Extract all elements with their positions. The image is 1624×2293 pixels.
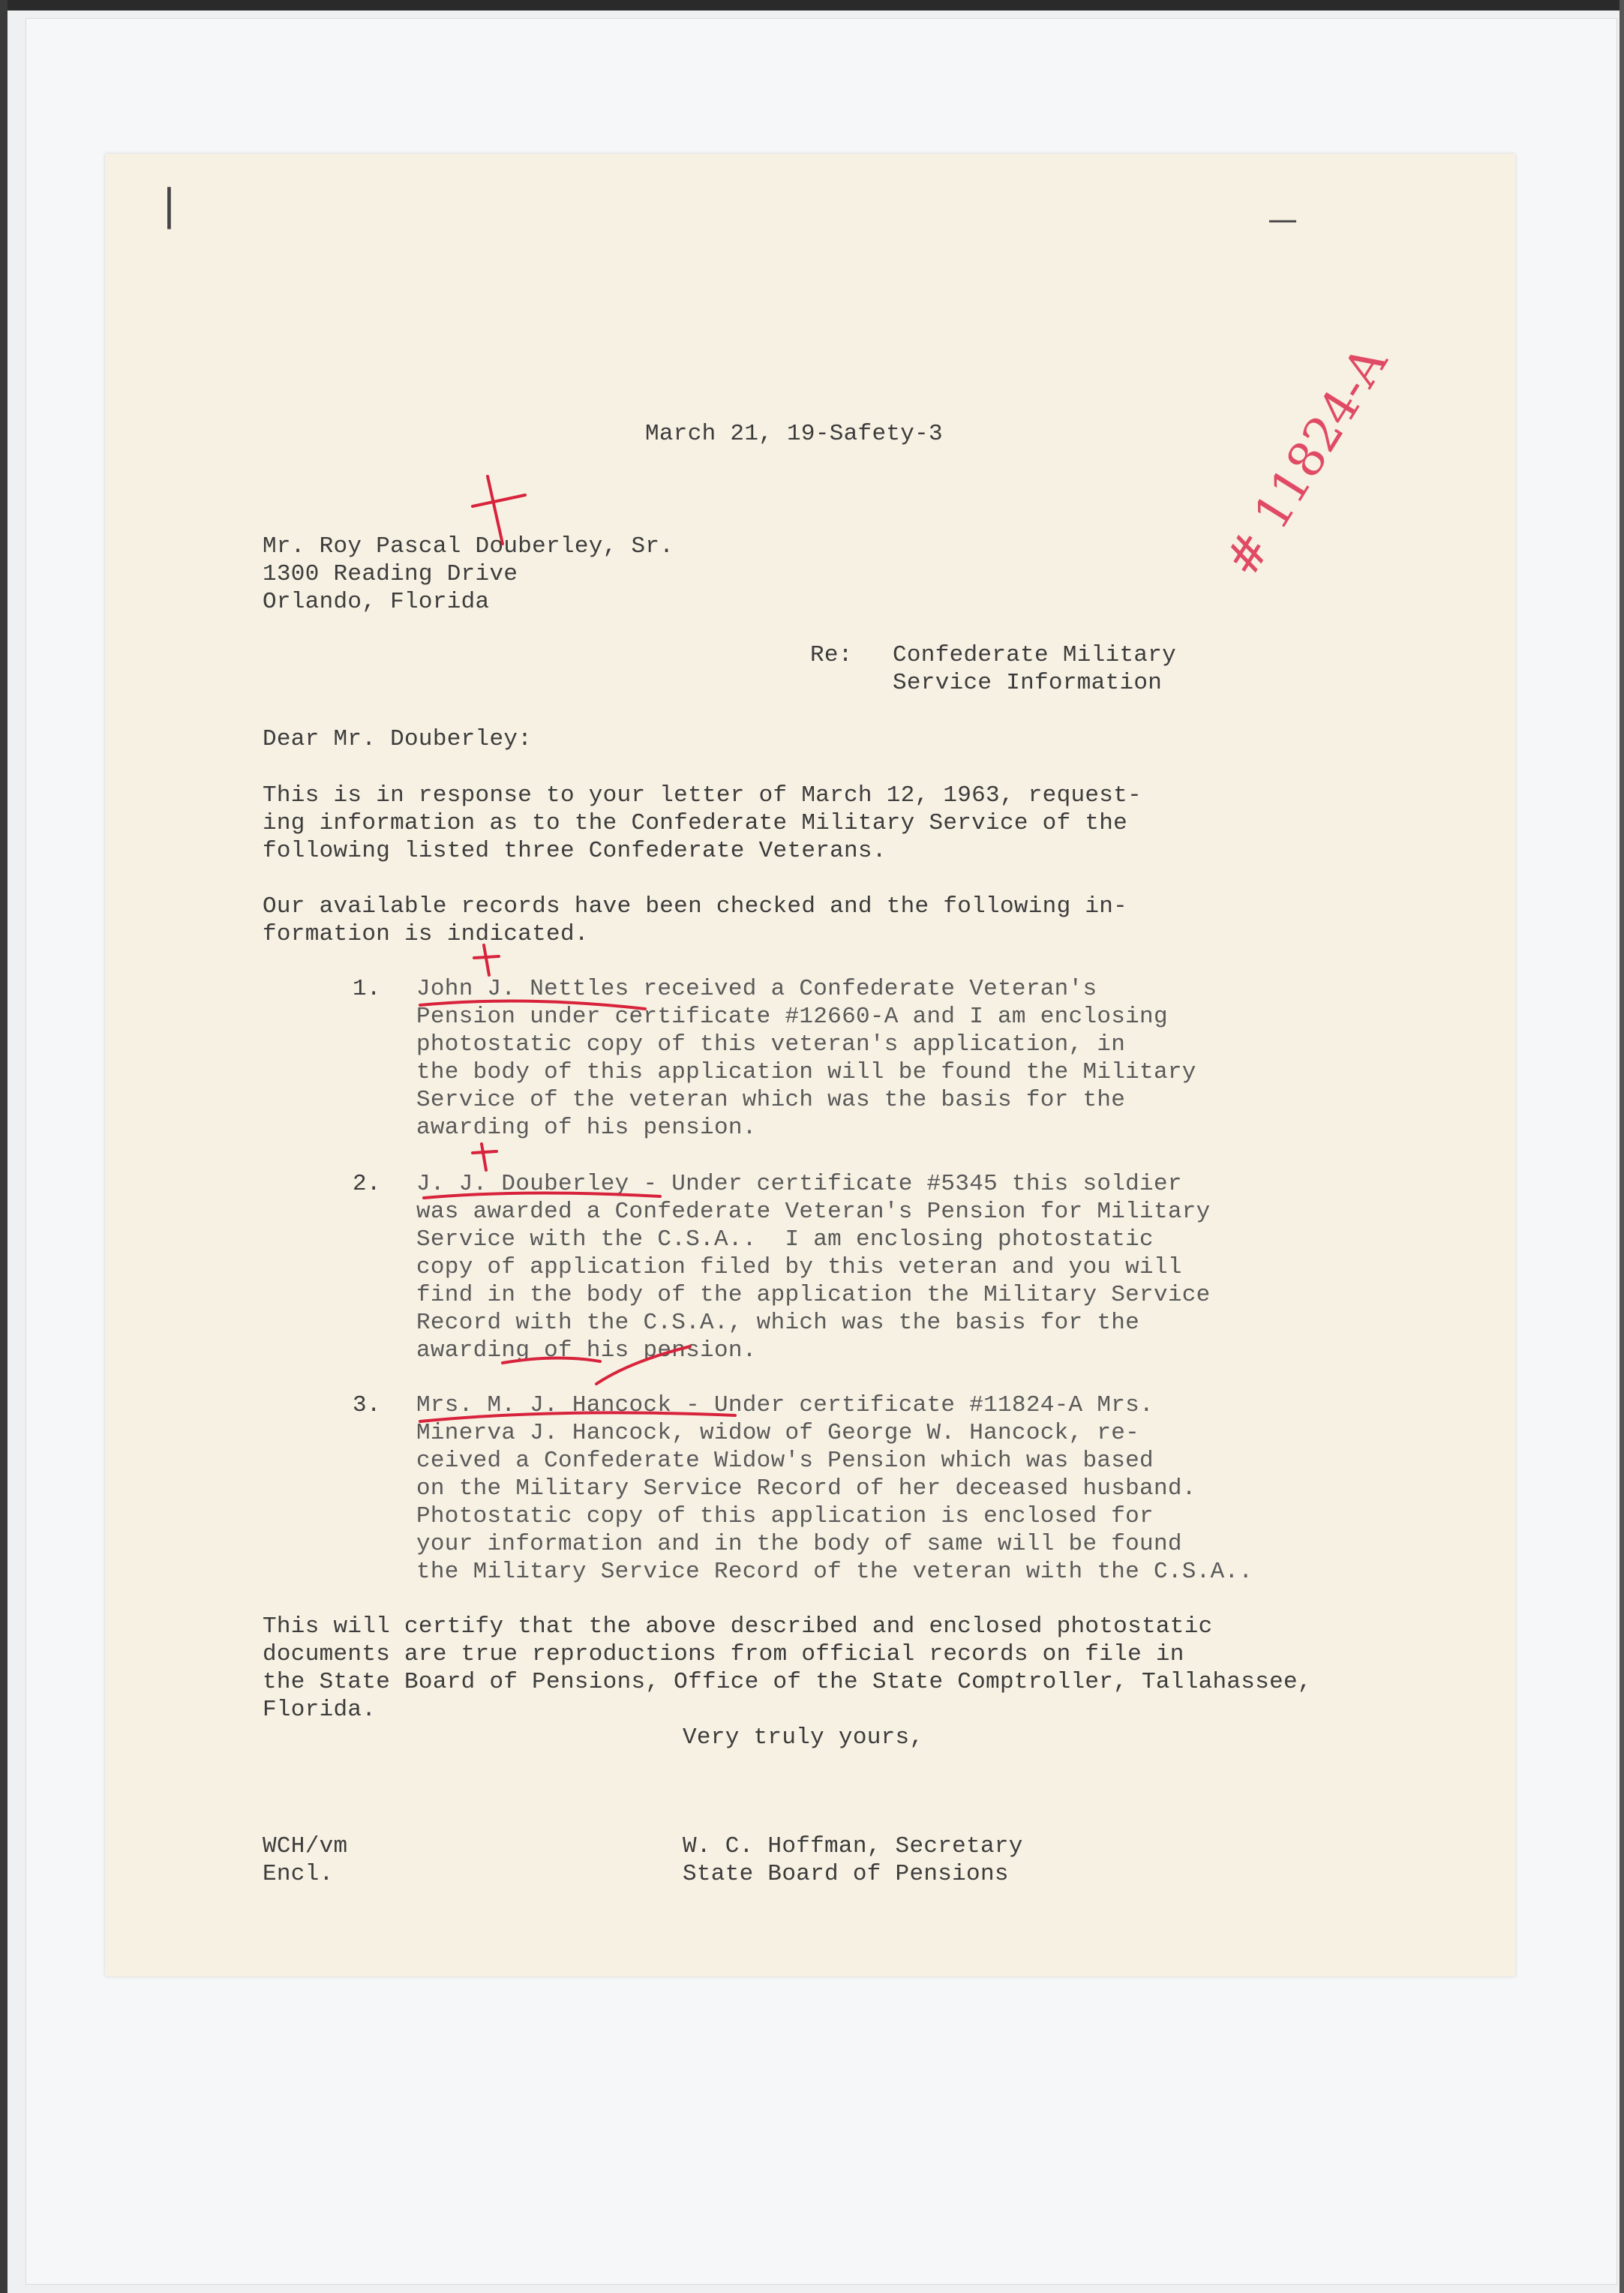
item-line: John J. Nettles received a Confederate Veteran's [416, 976, 1097, 1002]
item-line: Photostatic copy of this application is enclosed for [416, 1503, 1154, 1529]
certify-line: Florida. [263, 1697, 377, 1723]
item-number: 2. [353, 1171, 381, 1197]
intro-line: ing information as to the Confederate Military Service of the [263, 810, 1128, 836]
item-line: Pension under certificate #12660-A and I am enclosing [416, 1004, 1168, 1030]
scanner-edge-top [0, 0, 1624, 11]
address-line-3: Orlando, Florida [263, 589, 490, 615]
item-line: awarding of his pension. [416, 1115, 757, 1141]
item2-underline [424, 1193, 660, 1198]
margin-tick: | [162, 181, 177, 230]
item-line: Service of the veteran which was the basis for the [416, 1087, 1126, 1113]
item-line: copy of application filed by this veteran and you will [416, 1254, 1182, 1280]
signer-name: W. C. Hoffman, Secretary [683, 1833, 1023, 1859]
re-line-2: Service Information [893, 670, 1163, 696]
item-line: Record with the C.S.A., which was the basis for the [416, 1310, 1140, 1336]
certify-line: documents are true reproductions from official records on file in [263, 1641, 1184, 1667]
letter-page [105, 154, 1515, 1976]
item-line: Service with the C.S.A.. I am enclosing photostatic [416, 1226, 1154, 1253]
item-line: the body of this application will be found the Military [416, 1059, 1196, 1085]
address-cross-mark [488, 476, 503, 544]
item-line: ceived a Confederate Widow's Pension which was based [416, 1448, 1154, 1474]
initials: WCH/vm [263, 1833, 348, 1859]
intro-line: following listed three Confederate Veterans. [263, 838, 887, 864]
records-line: Our available records have been checked and the following in- [263, 893, 1128, 920]
item2-cross [473, 1151, 497, 1153]
item2-cross [482, 1144, 486, 1170]
item-line: Minerva J. Hancock, widow of George W. Hancock, re- [416, 1420, 1140, 1446]
scanner-edge-right [1619, 0, 1624, 2293]
corner-dash: — [1268, 203, 1298, 237]
item-line: on the Military Service Record of her deceased husband. [416, 1475, 1196, 1502]
item2-pension-underline [503, 1358, 600, 1363]
scanner-edge-left [0, 0, 8, 2293]
certify-line: This will certify that the above described and enclosed photostatic [263, 1613, 1213, 1640]
red-pen-marks [105, 154, 1515, 1976]
address-cross-mark [473, 495, 525, 506]
re-label: Re: [810, 642, 853, 668]
item1-tick [484, 945, 489, 975]
item-line: was awarded a Confederate Veteran's Pension for Military [416, 1199, 1211, 1225]
item-number: 1. [353, 976, 381, 1002]
closing: Very truly yours, [683, 1724, 924, 1751]
address-line-1: Mr. Roy Pascal Douberley, Sr. [263, 533, 674, 560]
item1-tick [474, 956, 499, 958]
signer-title: State Board of Pensions [683, 1861, 1009, 1887]
intro-line: This is in response to your letter of March 12, 1963, request- [263, 782, 1142, 809]
re-line-1: Confederate Military [893, 642, 1177, 668]
item-line: J. J. Douberley - Under certificate #5345 this soldier [416, 1171, 1182, 1197]
item-line: awarding of his pension. [416, 1337, 757, 1364]
item1-underline [420, 1001, 645, 1009]
enclosure: Encl. [263, 1861, 334, 1887]
records-line: formation is indicated. [263, 921, 589, 947]
certify-line: the State Board of Pensions, Office of the State Comptroller, Tallahassee, [263, 1669, 1312, 1695]
item-number: 3. [353, 1392, 381, 1418]
item-line: find in the body of the application the Military Service [416, 1282, 1211, 1308]
address-line-2: 1300 Reading Drive [263, 561, 518, 587]
item-line: photostatic copy of this veteran's application, in [416, 1031, 1126, 1058]
item-line: your information and in the body of same will be found [416, 1531, 1182, 1557]
salutation: Dear Mr. Douberley: [263, 726, 533, 752]
item3-underline [420, 1412, 735, 1421]
item-line: Mrs. M. J. Hancock - Under certificate #11824-A Mrs. [416, 1392, 1154, 1418]
item3-check [596, 1346, 690, 1384]
item-line: the Military Service Record of the veteran with the C.S.A.. [416, 1559, 1253, 1585]
letter-date: March 21, 19-Safety-3 [645, 421, 943, 447]
handwritten-file-number: # 11824-A [1214, 337, 1399, 587]
